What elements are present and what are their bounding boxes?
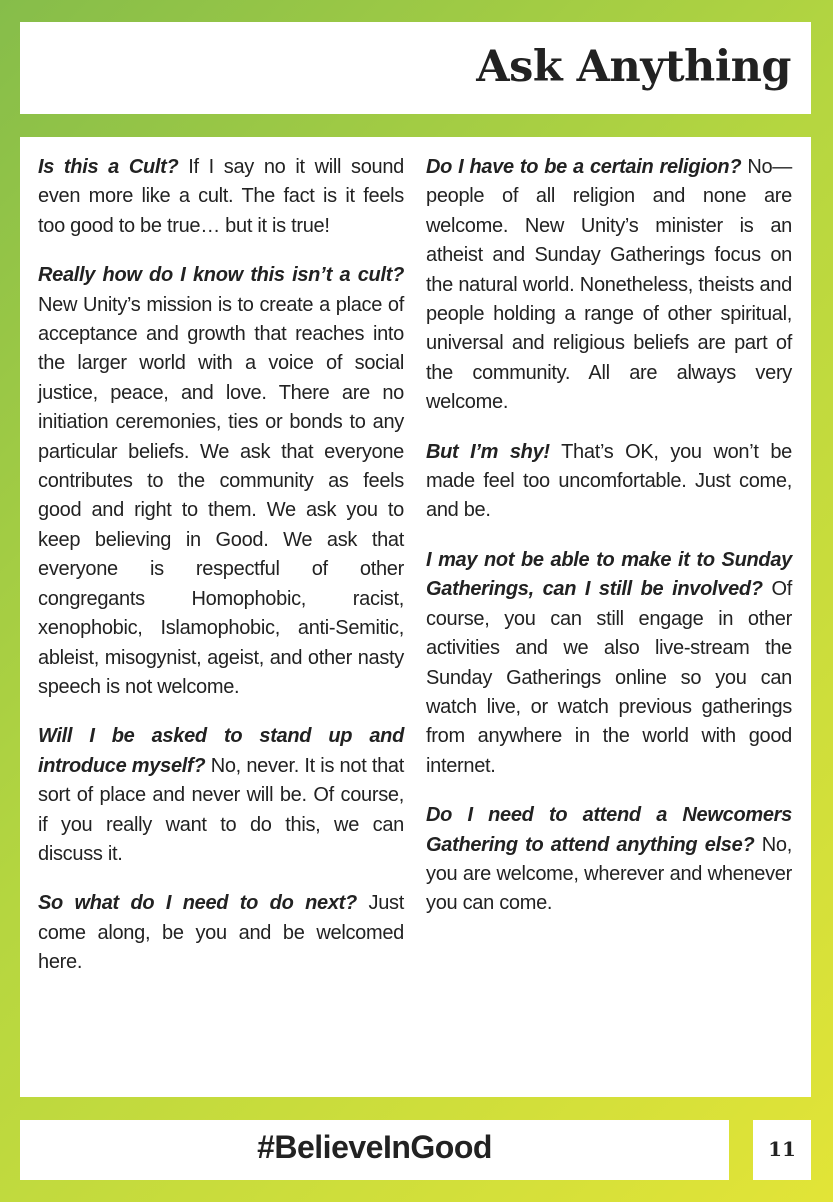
faq-item: [426, 546, 792, 781]
title-banner: [20, 22, 811, 114]
faq-question: Will I be asked to stand up and introduce myself?: [38, 725, 404, 777]
page-title: Ask Anything: [476, 42, 791, 92]
faq-question: Do I have to be a certain religion?: [426, 156, 742, 178]
page-number: 11: [768, 1137, 796, 1161]
faq-item: [426, 438, 792, 526]
faq-question: But I’m shy!: [426, 440, 550, 463]
faq-panel: [20, 137, 811, 1097]
faq-question: So what do I need to do next?: [38, 892, 357, 915]
faq-answer: No, never. It is not that sort of place and never will be. Of course, if you really want to do this, we can discuss it.: [38, 754, 405, 865]
faq-answer: Of course, you can still engage in other activities and we also live-stream the Sunday Gatherings online so you can watch live, or watch previous gatherings from anywhere in the world with good internet.: [426, 578, 792, 777]
faq-item: [38, 153, 404, 241]
faq-answer: That’s OK, you won’t be made feel too uncomfortable. Just come, and be.: [426, 440, 792, 522]
hashtag-text: #BelieveInGood: [257, 1129, 492, 1165]
page-number-box: [753, 1120, 811, 1180]
faq-question: Do I need to attend a Newcomers Gathering to attend anything else?: [426, 804, 792, 856]
hashtag-banner: [20, 1120, 729, 1180]
faq-answer: No—people of all religion and none are welcome. New Unity’s minister is an atheist and Sunday Gatherings focus on the natural world. Nonetheless, theists and people holding a range of other spiritual, universal and religious beliefs are part of the community. All are always very welcome.: [426, 156, 792, 414]
faq-answer: If I say no it will sound even more like a cult. The fact is it feels too good to be true… but it is true!: [38, 156, 404, 237]
faq-item: [38, 722, 404, 869]
faq-item: [38, 261, 404, 702]
faq-answer: Just come along, be you and be welcomed here.: [38, 892, 404, 974]
faq-answer: New Unity’s mission is to create a place of acceptance and growth that reaches into the larger world with a voice of social justice, peace, and love. There are no initiation ceremonies, ties or bonds to any particular beliefs. We ask that everyone contributes to the community as feels good and right to them. We ask you to keep believing in Good. We ask that everyone is respectful of other congregants Homophobic, racist, xenophobic, Islamophobic, anti-Semitic, ableist, misogynist, ageist, and other nasty speech is not welcome.: [38, 293, 404, 698]
faq-column-left: [38, 153, 404, 1097]
faq-answer: No, you are welcome, wherever and whenever you can come.: [426, 833, 792, 915]
faq-item: [426, 801, 792, 919]
faq-column-right: [426, 153, 792, 1097]
faq-question: I may not be able to make it to Sunday Gatherings, can I still be involved?: [426, 548, 792, 601]
faq-question: Really how do I know this isn’t a cult?: [38, 264, 404, 287]
faq-question: Is this a Cult?: [38, 156, 179, 178]
faq-item: [38, 889, 404, 977]
faq-item: [426, 153, 792, 418]
